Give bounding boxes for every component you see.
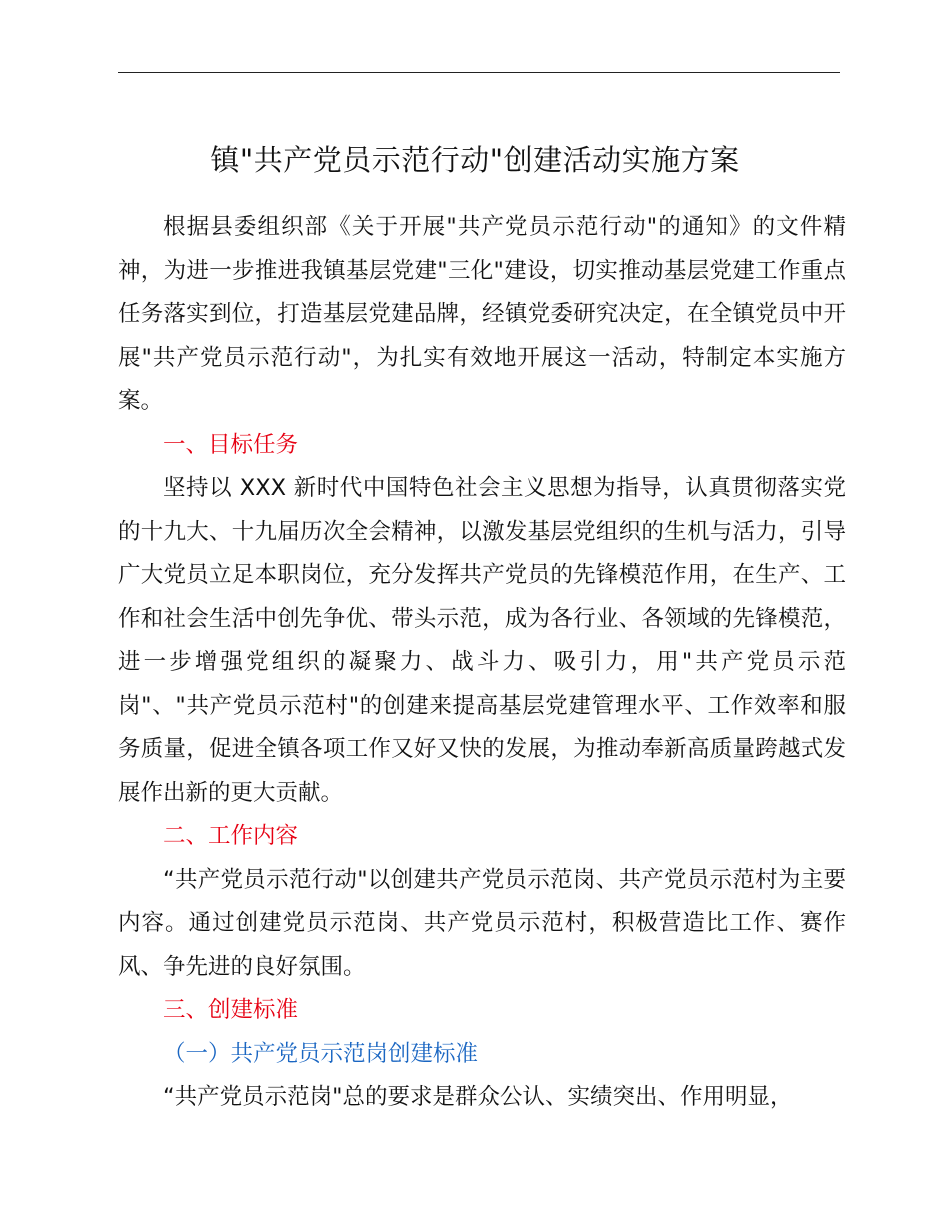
section-heading-standards: 三、创建标准 bbox=[163, 997, 299, 1023]
section-body-goals: 坚持以 XXX 新时代中国特色社会主义思想为指导，认真贯彻落实党的十九大、十九届历次全会精神，以激发基层党组织的生机与活力，引导广大党员立足本职岗位，充分发挥共产党员的先锋模范作用，在生产、工作和社会生活中创先争优、带头示范，成为各行业、各领域的先锋模范，进一步增强党组织的凝聚力、战斗力、吸引力，用"共产党员示范岗"、"共产党员示范村"的创建来提高基层党建管理水平、工作效率和服务质量，促进全镇各项工作又好又快的发展，为推动奉新高质量跨越式发展作出新的更大贡献。 bbox=[118, 475, 846, 806]
section-heading-goals: 一、目标任务 bbox=[163, 431, 299, 458]
section-heading-content: 二、工作内容 bbox=[163, 823, 299, 849]
document-title: 镇"共产党员示范行动"创建活动实施方案 bbox=[210, 143, 740, 177]
intro-paragraph: 根据县委组织部《关于开展"共产党员示范行动"的通知》的文件精神，为进一步推进我镇基层党建"三化"建设，切实推动基层党建工作重点任务落实到位，打造基层党建品牌，经镇党委研究决定，在全镇党员中开展"共产党员示范行动"，为扎实有效地开展这一活动，特制定本实施方案。 bbox=[118, 214, 846, 414]
header-rule bbox=[118, 72, 840, 73]
document-body bbox=[118, 206, 846, 1120]
subsection-heading-post-standards: （一）共产党员示范岗创建标准 bbox=[163, 1040, 479, 1067]
section-body-standards: “共产党员示范岗"总的要求是群众公认、实绩突出、作用明显， bbox=[163, 1084, 793, 1110]
section-body-content: “共产党员示范行动"以创建共产党员示范岗、共产党员示范村为主要内容。通过创建党员示范岗、共产党员示范村，积极营造比工作、赛作风、争先进的良好氛围。 bbox=[118, 866, 846, 980]
